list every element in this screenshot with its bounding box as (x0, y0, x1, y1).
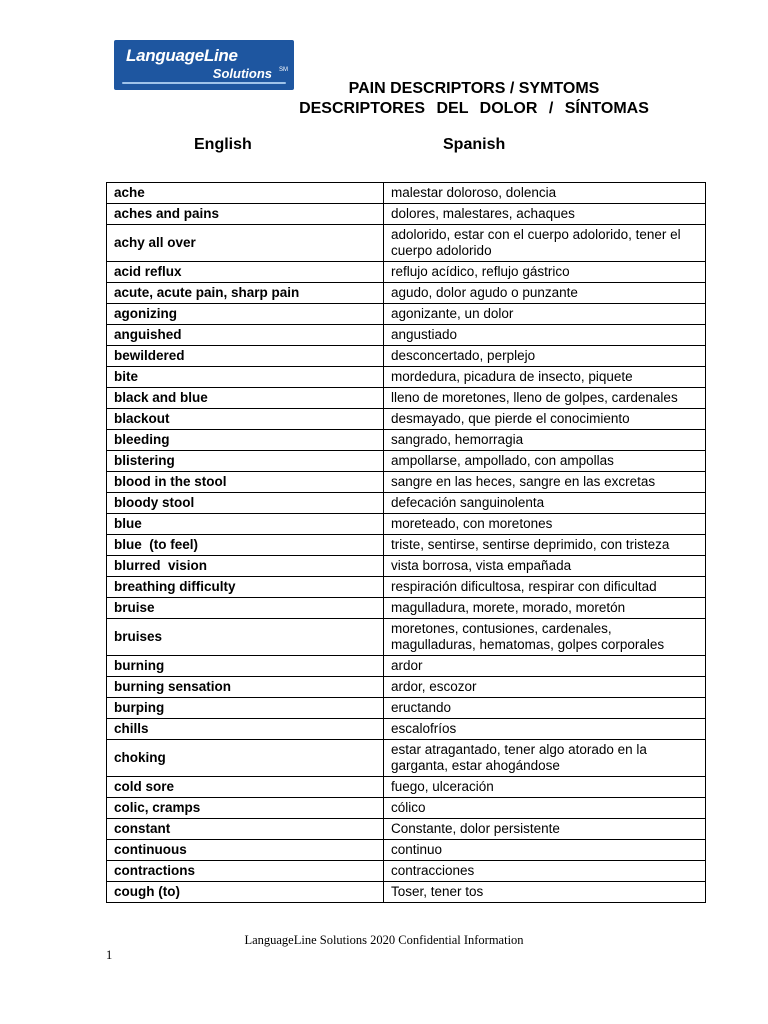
spanish-term: mordedura, picadura de insecto, piquete (384, 367, 706, 388)
english-term: continuous (107, 840, 384, 861)
footer-note: LanguageLine Solutions 2020 Confidential Information (244, 933, 524, 947)
english-term: bleeding (107, 430, 384, 451)
english-term: bewildered (107, 346, 384, 367)
english-term: blue (107, 514, 384, 535)
english-term: blood in the stool (107, 472, 384, 493)
english-term: blurred vision (107, 556, 384, 577)
table-row (107, 535, 706, 556)
english-term: blue (to feel) (107, 535, 384, 556)
table-row (107, 451, 706, 472)
spanish-term: dolores, malestares, achaques (384, 204, 706, 225)
table-row (107, 388, 706, 409)
spanish-term: escalofríos (384, 719, 706, 740)
spanish-term: continuo (384, 840, 706, 861)
spanish-term: sangrado, hemorragia (384, 430, 706, 451)
table-row (107, 367, 706, 388)
table-row (107, 798, 706, 819)
spanish-term: respiración dificultosa, respirar con dificultad (384, 577, 706, 598)
spanish-term: agonizante, un dolor (384, 304, 706, 325)
logo-subtitle: Solutions (212, 66, 272, 81)
page-number: 1 (106, 948, 113, 962)
spanish-term: vista borrosa, vista empañada (384, 556, 706, 577)
english-term: cough (to) (107, 882, 384, 903)
table-row (107, 619, 706, 656)
table-row (107, 346, 706, 367)
english-term: blackout (107, 409, 384, 430)
english-term: colic, cramps (107, 798, 384, 819)
spanish-term: lleno de moretones, lleno de golpes, cardenales (384, 388, 706, 409)
spanish-term: cólico (384, 798, 706, 819)
table-row (107, 777, 706, 798)
spanish-term: sangre en las heces, sangre en las excretas (384, 472, 706, 493)
spanish-term: defecación sanguinolenta (384, 493, 706, 514)
spanish-term: moretones, contusiones, cardenales, magulladuras, hematomas, golpes corporales (384, 619, 706, 656)
english-term: contractions (107, 861, 384, 882)
spanish-term: adolorido, estar con el cuerpo adolorido, tener el cuerpo adolorido (384, 225, 706, 262)
english-term: bite (107, 367, 384, 388)
table-row (107, 577, 706, 598)
english-term: anguished (107, 325, 384, 346)
table-row (107, 514, 706, 535)
english-term: aches and pains (107, 204, 384, 225)
spanish-term: malestar doloroso, dolencia (384, 183, 706, 204)
spanish-term: Toser, tener tos (384, 882, 706, 903)
english-term: black and blue (107, 388, 384, 409)
table-row (107, 698, 706, 719)
table-row (107, 325, 706, 346)
table-row (107, 472, 706, 493)
spanish-term: contracciones (384, 861, 706, 882)
table-row (107, 677, 706, 698)
spanish-term: ampollarse, ampollado, con ampollas (384, 451, 706, 472)
spanish-term: ardor, escozor (384, 677, 706, 698)
table-row (107, 225, 706, 262)
english-term: cold sore (107, 777, 384, 798)
english-term: burping (107, 698, 384, 719)
table-row (107, 719, 706, 740)
page-subtitle: DESCRIPTORES DEL DOLOR / SÍNTOMAS (299, 100, 649, 117)
spanish-term: eructando (384, 698, 706, 719)
table-row (107, 740, 706, 777)
english-term: acid reflux (107, 262, 384, 283)
spanish-term: fuego, ulceración (384, 777, 706, 798)
table-row (107, 556, 706, 577)
english-term: constant (107, 819, 384, 840)
page-title: PAIN DESCRIPTORS / SYMTOMS (348, 80, 600, 97)
english-term: bruises (107, 619, 384, 656)
spanish-term: agudo, dolor agudo o punzante (384, 283, 706, 304)
column-header-spanish: Spanish (443, 136, 506, 153)
spanish-term: magulladura, morete, morado, moretón (384, 598, 706, 619)
english-term: bruise (107, 598, 384, 619)
table-row (107, 861, 706, 882)
spanish-term: desmayado, que pierde el conocimiento (384, 409, 706, 430)
table-row (107, 204, 706, 225)
spanish-term: angustiado (384, 325, 706, 346)
spanish-term: estar atragantado, tener algo atorado en la garganta, estar ahogándose (384, 740, 706, 777)
english-term: burning (107, 656, 384, 677)
table-row (107, 656, 706, 677)
english-term: choking (107, 740, 384, 777)
english-term: bloody stool (107, 493, 384, 514)
table-row (107, 430, 706, 451)
column-header-english: English (194, 136, 252, 153)
table-row (107, 262, 706, 283)
logo-wordmark: LanguageLine (126, 46, 238, 65)
table-row (107, 598, 706, 619)
english-term: achy all over (107, 225, 384, 262)
english-term: breathing difficulty (107, 577, 384, 598)
english-term: agonizing (107, 304, 384, 325)
table-row (107, 183, 706, 204)
logo-service-mark: SM (279, 67, 288, 73)
spanish-term: Constante, dolor persistente (384, 819, 706, 840)
table-row (107, 283, 706, 304)
english-term: acute, acute pain, sharp pain (107, 283, 384, 304)
spanish-term: triste, sentirse, sentirse deprimido, con tristeza (384, 535, 706, 556)
table-row (107, 409, 706, 430)
english-term: burning sensation (107, 677, 384, 698)
spanish-term: desconcertado, perplejo (384, 346, 706, 367)
table-row (107, 882, 706, 903)
spanish-term: moreteado, con moretones (384, 514, 706, 535)
table-row (107, 840, 706, 861)
table-row (107, 304, 706, 325)
table-row (107, 819, 706, 840)
english-term: blistering (107, 451, 384, 472)
spanish-term: ardor (384, 656, 706, 677)
english-term: chills (107, 719, 384, 740)
glossary-table (106, 182, 706, 903)
table-row (107, 493, 706, 514)
english-term: ache (107, 183, 384, 204)
spanish-term: reflujo acídico, reflujo gástrico (384, 262, 706, 283)
